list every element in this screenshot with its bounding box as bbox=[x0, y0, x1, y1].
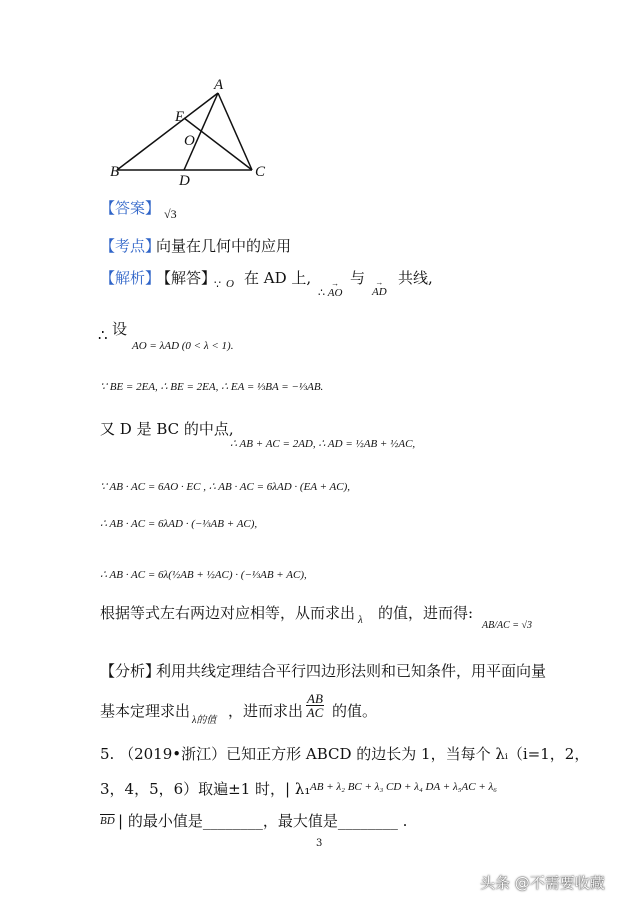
kaodian-label: 【考点】 bbox=[100, 237, 161, 255]
vector-ao: ∴ → AO bbox=[318, 286, 342, 299]
answer-label: 【答案】 bbox=[100, 199, 161, 217]
page-number: 3 bbox=[316, 838, 323, 849]
jiexi-label: 【解析】 bbox=[100, 269, 161, 287]
lambda-symbol: λ bbox=[358, 614, 363, 626]
label-o: O bbox=[184, 133, 195, 149]
expr-be-2ea: ∵ BE = 2EA, ∴ BE = 2EA, ∴ EA = ⅓BA = −⅓AB. bbox=[100, 381, 324, 393]
on-ad-text: 在 AD 上, bbox=[244, 269, 312, 287]
problem5-line3: | 的最小值是________，最大值是________ . bbox=[118, 812, 408, 830]
expr-ad-half: ∴ AB + AC = 2AD, ∴ AD = ½AB + ½AC, bbox=[230, 438, 416, 450]
conclusion-text: 根据等式左右两边对应相等，从而求出 bbox=[100, 604, 356, 622]
because-symbol: ∵ bbox=[214, 279, 221, 291]
ratio-denominator: AC bbox=[306, 705, 324, 720]
lambda-value: λ的值 bbox=[192, 715, 217, 726]
expr-dot-product-3: ∴ AB · AC = 6λ(½AB + ½AC) · (−⅓AB + AC), bbox=[100, 569, 307, 581]
label-a: A bbox=[214, 77, 224, 93]
problem5-line2-b: AB + λ₂ BC + λ₃ CD + λ₄ DA + λ₅AC + λ₆ bbox=[310, 781, 498, 793]
label-d: D bbox=[179, 173, 190, 189]
and-text: 与 bbox=[350, 269, 366, 287]
vector-ad: → AD bbox=[372, 286, 387, 298]
midpoint-text: 又 D 是 BC 的中点, bbox=[100, 420, 234, 438]
fenxi-text-1: 利用共线定理结合平行四边形法则和已知条件，用平面向量 bbox=[156, 662, 547, 680]
expr-ao-lambda-ad: AO = λAD (0 < λ < 1). bbox=[132, 340, 234, 352]
problem5-line2-a: 3，4，5，6）取遍±1 时，| λ₁ bbox=[100, 780, 311, 798]
problem5-line1: 5. （2019•浙江）已知正方形 ABCD 的边长为 1，当每个 λᵢ（i=1，2， bbox=[100, 745, 590, 763]
therefore-symbol: ∴ bbox=[98, 326, 108, 344]
side-ac bbox=[218, 93, 252, 170]
conclusion-text-2: 的值，进而得: bbox=[378, 604, 474, 622]
set-text: 设 bbox=[112, 320, 128, 338]
collinear-text: 共线, bbox=[398, 269, 433, 287]
triangle-figure bbox=[100, 75, 280, 190]
ratio-numerator: AB bbox=[307, 691, 323, 706]
ratio-fraction bbox=[306, 692, 324, 719]
expr-dot-product-2: ∴ AB · AC = 6λAD · (−⅓AB + AC), bbox=[100, 518, 258, 530]
expr-dot-product-1: ∵ AB · AC = 6AO · EC , ∴ AB · AC = 6λAD · (EA + AC), bbox=[100, 481, 351, 493]
fenxi-label: 【分析】 bbox=[100, 662, 161, 680]
fenxi-text-2: 基本定理求出 bbox=[100, 702, 191, 720]
point-o: O bbox=[226, 278, 234, 290]
label-c: C bbox=[255, 164, 266, 180]
answer-value: √3 bbox=[164, 207, 177, 221]
fenxi-text-4: 的值。 bbox=[332, 702, 378, 720]
result-ratio: AB/AC = √3 bbox=[482, 620, 533, 631]
label-e: E bbox=[175, 109, 185, 125]
kaodian-text: 向量在几何中的应用 bbox=[156, 237, 292, 255]
fenxi-text-3: ，进而求出 bbox=[228, 702, 304, 720]
watermark: 头条 @不需要收藏 bbox=[480, 874, 605, 892]
problem5-vector-bd: $\overline{BD}$ bbox=[100, 815, 115, 827]
label-b: B bbox=[110, 164, 120, 180]
jieda-label: 【解答】 bbox=[156, 269, 217, 287]
